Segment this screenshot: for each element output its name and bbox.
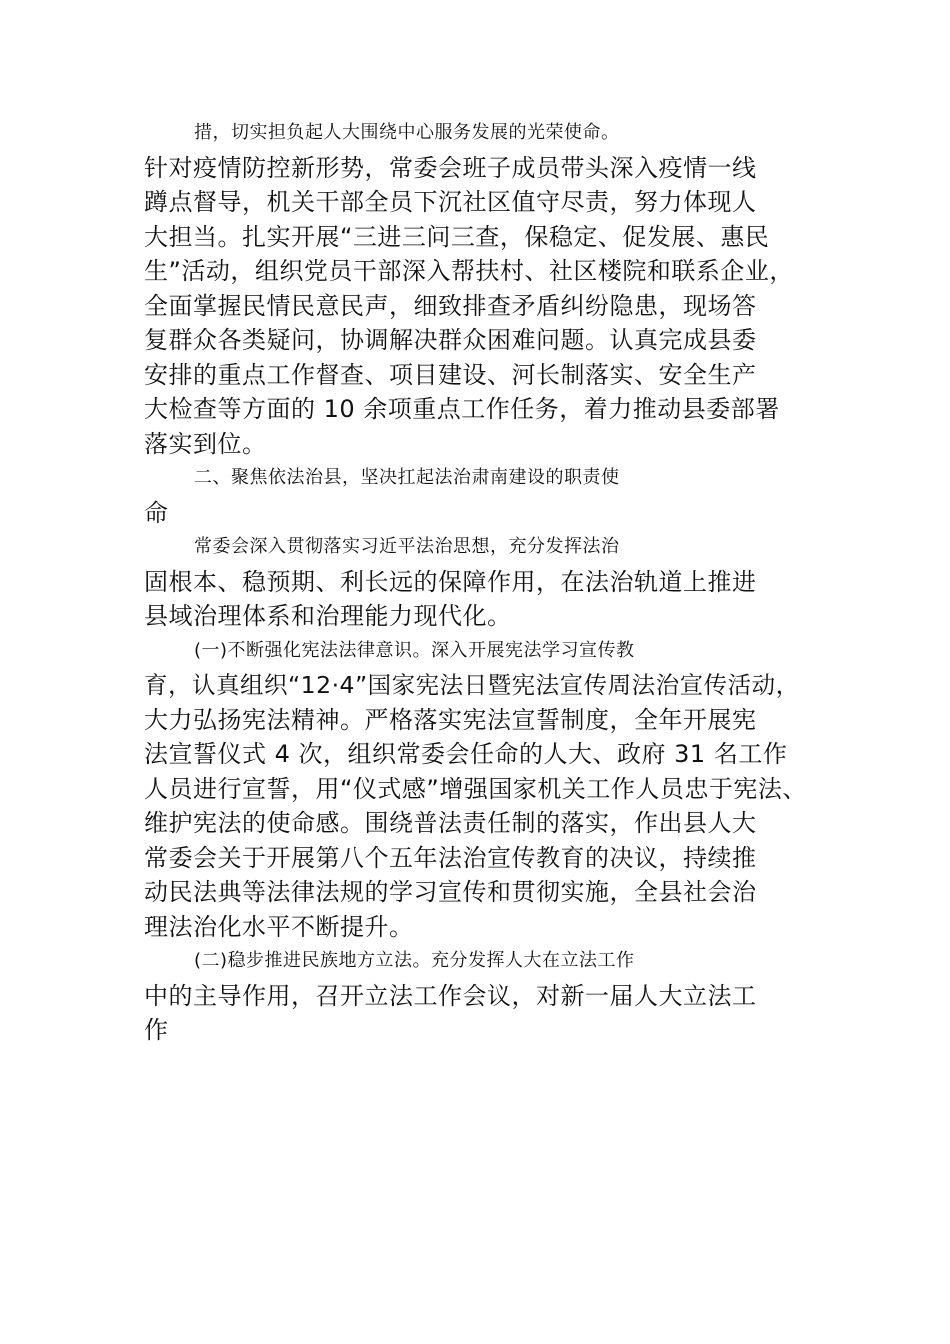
heading-line: 二、聚焦依法治县，坚决扛起法治肃南建设的职责使: [194, 467, 620, 488]
text-line: 生”活动，组织党员干部深入帮扶村、社区楼院和联系企业，: [144, 257, 794, 285]
text-line: 育，认真组织“12·4”国家宪法日暨宪法宣传周法治宣传活动，: [144, 671, 800, 699]
text-line: 复群众各类疑问，协调解决群众困难问题。认真完成县委: [144, 326, 757, 354]
text-line: 蹲点督导，机关干部全员下沉社区值守尽责，努力体现人: [144, 188, 757, 216]
text-line: 落实到位。: [144, 429, 267, 458]
text-line: 大担当。扎实开展“三进三问三查，保稳定、促发展、惠民: [144, 222, 770, 251]
text-line: 理法治化水平不断提升。: [144, 912, 414, 941]
text-line: 固根本、稳预期、利长远的保障作用，在法治轨道上推进: [144, 567, 757, 596]
paragraph-work-tasks: [144, 116, 812, 461]
text-line: 全面掌握民情民意民声，细致排查矛盾纠纷隐患，现场答: [144, 291, 757, 320]
text-line: 人员进行宣誓，用“仪式感”增强国家机关工作人员忠于宪法、: [144, 774, 807, 803]
text-line: 大检查等方面的 10 余项重点工作任务，着力推动县委部署: [144, 395, 780, 423]
paragraph-legislation: [144, 944, 812, 1048]
text-line: 针对疫情防控新形势，常委会班子成员带头深入疫情一线: [144, 153, 757, 182]
text-line: 大力弘扬宪法精神。严格落实宪法宣誓制度，全年开展宪: [144, 705, 757, 734]
text-line: 动民法典等法律法规的学习宣传和贯彻实施，全县社会治: [144, 878, 757, 906]
paragraph-intro: [144, 530, 812, 634]
document-body: [144, 116, 812, 1048]
text-line: 安排的重点工作督查、项目建设、河长制落实、安全生产: [144, 360, 757, 389]
text-line: 常委会深入贯彻落实习近平法治思想，充分发挥法治: [194, 536, 620, 557]
paragraph-constitution: [144, 634, 812, 945]
text-line: (一)不断强化宪法法律意识。深入开展宪法学习宣传教: [194, 639, 635, 661]
heading-line: 命: [144, 498, 169, 527]
text-line: 作: [144, 1016, 169, 1044]
text-line: 中的主导作用，召开立法工作会议，对新一届人大立法工: [144, 981, 757, 1010]
text-line: 措，切实担负起人大围绕中心服务发展的光荣使命。: [194, 122, 620, 143]
text-line: 县域治理体系和治理能力现代化。: [144, 602, 512, 630]
text-line: 维护宪法的使命感。围绕普法责任制的落实，作出县人大: [144, 809, 757, 837]
section-heading: [144, 461, 812, 530]
text-line: (二)稳步推进民族地方立法。充分发挥人大在立法工作: [194, 950, 635, 971]
text-line: 常委会关于开展第八个五年法治宣传教育的决议，持续推: [144, 843, 757, 872]
text-line: 法宣誓仪式 4 次，组织常委会任命的人大、政府 31 名工作: [144, 740, 788, 768]
